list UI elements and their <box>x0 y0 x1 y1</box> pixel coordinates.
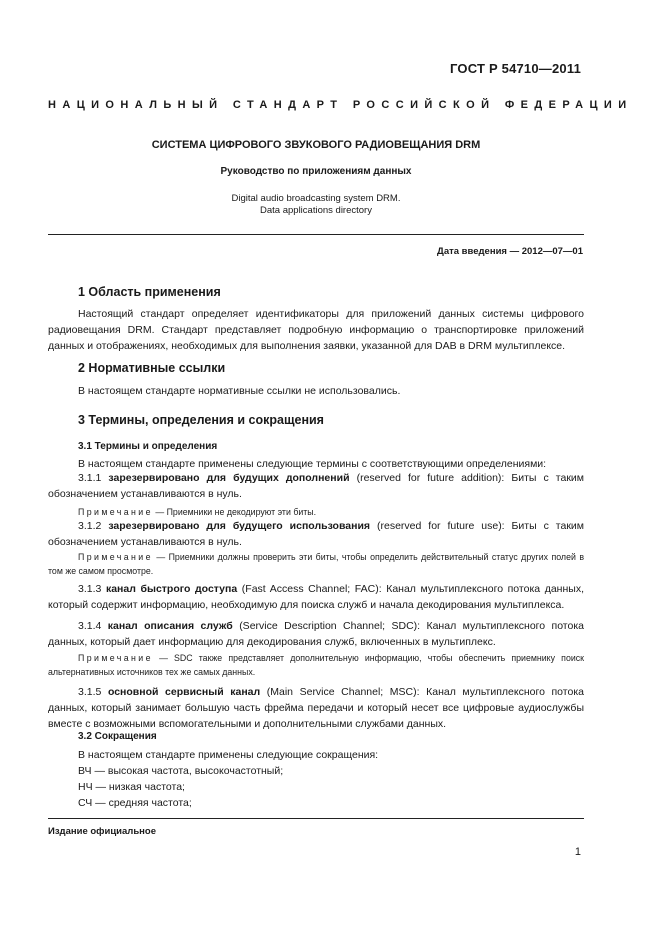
abbreviation-item: ВЧ — высокая частота, высокочастотный; <box>78 765 284 777</box>
note-text: — SDC также представляет дополнительную информацию, чтобы обеспечить приемнику поиск альтернативных источников тех же самых данных. <box>48 653 584 677</box>
header-divider <box>48 234 584 235</box>
note-1 <box>48 505 584 519</box>
english-title-line-2: Data applications directory <box>260 205 372 216</box>
note-label: Примечание <box>78 507 153 517</box>
section-3-1-heading: 3.1 Термины и определения <box>78 441 218 452</box>
term-3-1-4 <box>48 618 584 650</box>
term-name: зарезервировано для будущих дополнений <box>108 472 350 484</box>
section-3-2-intro: В настоящем стандарте применены следующие сокращения: <box>78 749 379 761</box>
term-number: 3.1.1 <box>78 472 102 484</box>
term-definition: (reserved for future use): Биты с таким обозначением устанавливаются в нуль. <box>48 520 584 548</box>
standard-number: ГОСТ Р 54710—2011 <box>450 61 581 76</box>
note-2 <box>48 550 584 578</box>
term-name: основной сервисный канал <box>107 686 261 698</box>
term-number: 3.1.2 <box>78 520 102 532</box>
term-name: зарезервировано для будущего использования <box>108 520 371 532</box>
term-definition: (Fast Access Channel; FAC): Канал мультиплексного потока данных, который содержит информацию, необходимую для поиска служб и начала декодирования мультиплекса. <box>48 583 584 611</box>
section-3-1-intro: В настоящем стандарте применены следующие термины с соответствующими определениями: <box>78 458 547 470</box>
note-3 <box>48 651 584 679</box>
section-3-heading: 3 Термины, определения и сокращения <box>78 413 324 427</box>
national-standard-banner: НАЦИОНАЛЬНЫЙ СТАНДАРТ РОССИЙСКОЙ ФЕДЕРАЦИИ <box>48 99 633 111</box>
footer-divider <box>48 818 584 819</box>
term-number: 3.1.3 <box>78 583 102 595</box>
section-3-2-heading: 3.2 Сокращения <box>78 731 157 742</box>
term-definition: (reserved for future addition): Биты с таким обозначением устанавливаются в нуль. <box>48 472 585 500</box>
introduction-date: Дата введения — 2012—07—01 <box>437 246 583 257</box>
note-label: Примечание <box>78 653 153 663</box>
note-text: — Приемники не декодируют эти биты. <box>152 507 317 517</box>
section-2-heading: 2 Нормативные ссылки <box>78 361 226 375</box>
abbreviation-item: СЧ — средняя частота; <box>78 797 192 809</box>
note-label: Примечание <box>78 552 153 562</box>
english-title-line-1: Digital audio broadcasting system DRM. <box>231 193 401 204</box>
term-3-1-2 <box>48 518 584 550</box>
section-1-text: Настоящий стандарт определяет идентификаторы для приложений данных системы цифрового радиовещания DRM. Стандарт представляет подробную информацию о транспортировке приложений данных и отображениях, необходимых для выполнения заявки, указанной для DAB в DRM мультиплексе. <box>48 308 584 352</box>
official-edition-label: Издание официальное <box>48 826 156 837</box>
term-3-1-3 <box>48 581 584 613</box>
term-name: канал быстрого доступа <box>105 583 238 595</box>
term-3-1-5 <box>48 684 584 732</box>
term-definition: (Service Description Channel; SDC): Канал мультиплексного потока данных, который дает информацию для декодирования служб, включенных в мультиплекс. <box>48 620 585 648</box>
term-number: 3.1.4 <box>78 620 102 632</box>
document-title: СИСТЕМА ЦИФРОВОГО ЗВУКОВОГО РАДИОВЕЩАНИЯ DRM <box>151 139 481 151</box>
abbreviation-item: НЧ — низкая частота; <box>78 781 185 793</box>
term-3-1-1 <box>48 470 584 502</box>
term-number: 3.1.5 <box>78 686 102 698</box>
term-definition: (Main Service Channel; MSC): Канал мультиплексного потока данных, который занимает большую часть фрейма передачи и который несет все цифровые аудиослужбы вместе с возможными вспомогательными и дополнительными службами данных. <box>48 686 584 730</box>
document-subtitle: Руководство по приложениям данных <box>220 166 412 177</box>
section-1-heading: 1 Область применения <box>78 285 221 299</box>
page-number: 1 <box>574 846 581 858</box>
note-text: — Приемники должны проверить эти биты, чтобы определить действительный статус других полей в том же самом просмотре. <box>48 552 584 576</box>
term-name: канал описания служб <box>107 620 233 632</box>
section-2-text: В настоящем стандарте нормативные ссылки не использовались. <box>78 385 401 397</box>
